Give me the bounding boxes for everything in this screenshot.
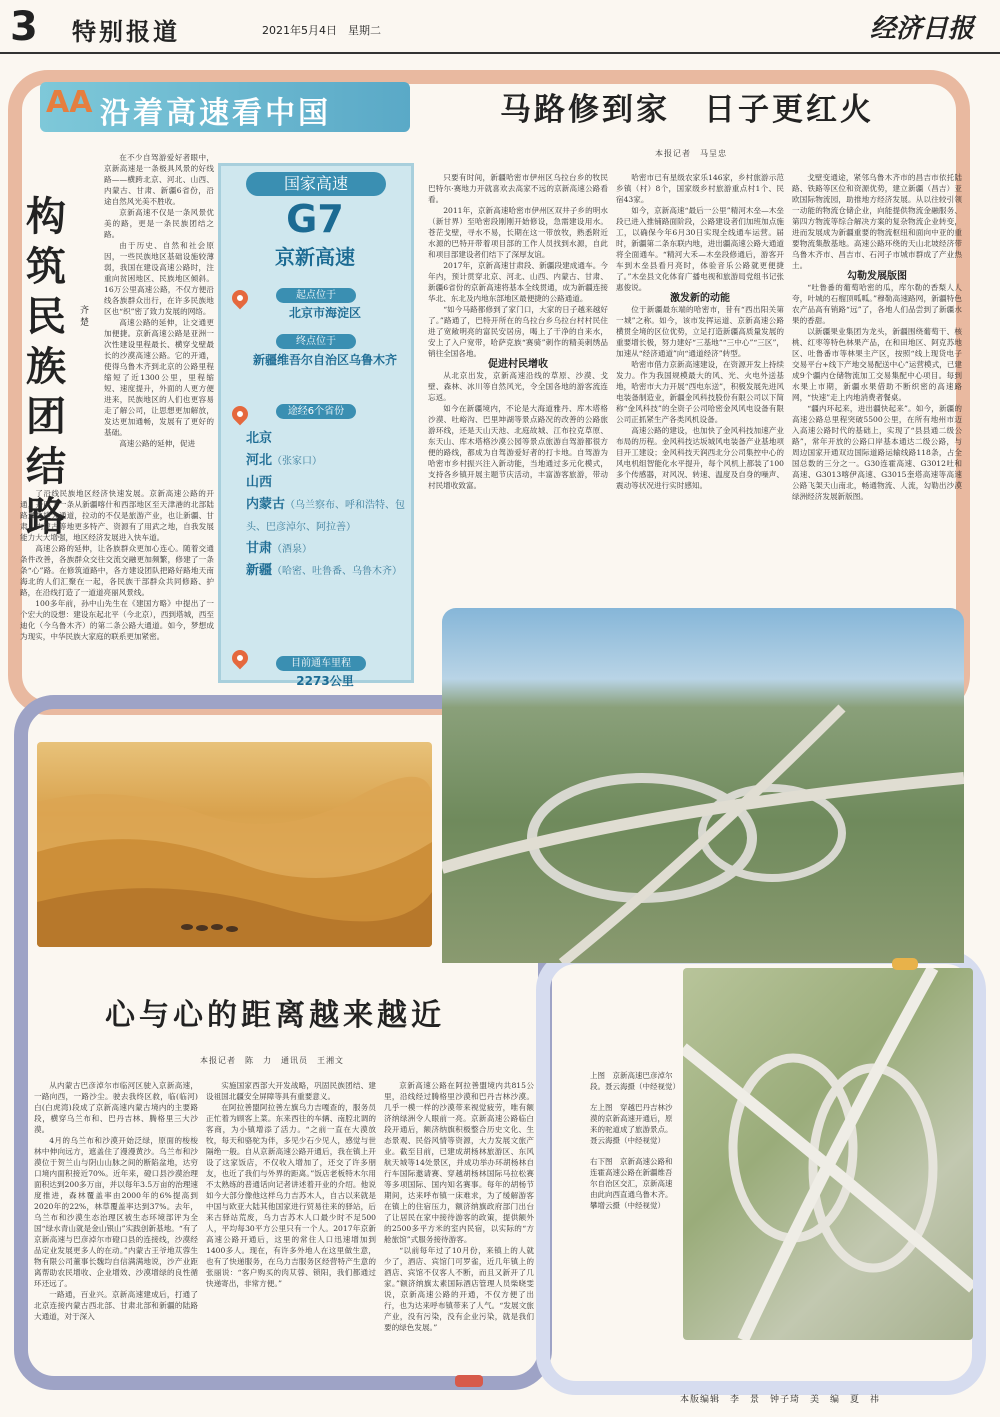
- paragraph: 以新疆果业集团为龙头，新疆围绕葡萄干、核桃、红枣等特色林果产品，在和田地区、阿克苏地区、吐鲁番市等林果主产区，按照“线上现货电子交易平台+线下产地交易配送中心”运营模式，已建成9个疆内仓储物流加工交易集配中心项目。每到水果上市期，新疆水果借助不断织密的高速路网，“快速”走上内地消费者餐桌。: [792, 327, 962, 402]
- paragraph: 京新高速公路在阿拉善盟境内共815公里，沿线经过腾格里沙漠和巴丹吉林沙漠。几乎一模一样的沙漠带来视觉疲劳，唯有额济纳绿洲令人眼前一亮。京新高速公路临白段开通后，额济纳旗积极整合历史文化、生态景观、民俗风情等资源，大力发展文旅产业。截至目前，已建成胡杨林旅游区、东风航天城等14处景区，并成功举办环胡杨林自行车国际邀请赛、穿越胡杨林国际马拉松赛等多项国际、国内知名赛事。每年的胡杨节期间，达来呼布镇一床难求，为了缓解游客在镇上的住宿压力，额济纳旗政府部门出台了让居民在家中接待游客的政策，提供额外的2500多平方米的室内民宿，以实际的“方舱旅馆”式服务接待游客。: [384, 1081, 534, 1244]
- page-number: 3: [10, 4, 38, 50]
- issue-date: 2021年5月4日 星期二: [262, 24, 381, 37]
- infobox-kind: 国家高速: [246, 172, 386, 196]
- province-item: [246, 450, 406, 472]
- paragraph: 2011年，京新高速哈密市伊州区双井子乡的明水（新甘界）至哈密段刚刚开始修设，急需建设用水。苍茫戈壁，寻水不易，长期在这一带放牧，熟悉附近水源的巴特开带着项目部的工作人员找到水源，自此和项目部建设者们结下了深厚友谊。: [428, 206, 608, 259]
- end-value: 新疆维吾尔自治区乌鲁木齐: [252, 353, 397, 367]
- paragraph: 一路通，百业兴。京新高速建成后，打通了北京连接内蒙古西北部、甘肃北部和新疆的陆路大通道，对于深入: [34, 1290, 198, 1321]
- story1-headline: 马路修到家 日子更红火: [500, 92, 874, 128]
- car-icon: [892, 958, 918, 970]
- story2-byline: 本报记者 陈 力 通讯员 王湘文: [200, 1056, 344, 1065]
- paragraph: “以前每年过了10月份，来镇上的人就少了，酒店、宾馆门可罗雀，近几年镇上的酒店、宾馆不仅客人不断，而且又新开了几家。”额济纳旗太素国际酒店管理人员柴晓雯说，京新高速公路的开通，不仅方便了出行，也为达来呼布镇带来了人气。“发展文旅产业，没有污染，没有企业污染，就是我们要的绿色发展。”: [384, 1246, 534, 1332]
- infobox-name: 京新高速: [275, 245, 355, 269]
- paragraph: 京新高速不仅是一条风景优美的路，更是一条民族团结之路。: [104, 208, 214, 239]
- story1-column-2: [616, 172, 784, 602]
- paragraph: 高速公路的延伸，让各族群众更加心连心。随着交通条件改善，各族群众交往交流交融更加频繁，修建了一条条“心”路。在修筑道路中，各方建设团队把路好路地天南海北的人们汇聚在一起，各民族干部群众共同修路、护路，在沿线打造了一道道亮丽风景线。: [20, 544, 214, 597]
- story1-column-1: [428, 172, 608, 602]
- province-item: [246, 472, 406, 494]
- highway-interchange-photo: [442, 608, 964, 963]
- subheading: 激发新的动能: [670, 293, 730, 304]
- story2-headline: 心与心的距离越来越近: [105, 998, 445, 1033]
- province-list: [246, 428, 406, 582]
- paragraph: 高速公路的延伸，让交通更加便捷。京新高速公路是亚洲一次性建设里程最长、横穿戈壁最长的沙漠高速公路。它的开通，使得乌鲁木齐到北京的公路里程缩短了近1300公里，里程缩短、速度提升，外面的人更方便进来，民族地区的人们也更容易走了解公司，让思想更加解放，发达更加通畅，发展有了更好的基础。: [104, 318, 214, 437]
- province-detail: （乌兰察布、呼和浩特、包头、巴彦淖尔、阿拉善）: [246, 500, 406, 533]
- province-name: 山西: [246, 475, 273, 490]
- province-item: [246, 560, 406, 582]
- paragraph: 只要有时间，新疆哈密市伊州区乌拉台乡的牧民巴特尔·赛地力开就喜欢去高家不远的京新高速公路看看。: [428, 173, 608, 204]
- paragraph: 如今在新疆境内，不论是大海道雅丹、库木塔格沙漠、吐峪沟、巴里坤湖等景点路况的改善的公路旅游环线，还是天山天池、北庭故城、江布拉克草原、东天山、库木塔格沙漠公园等景点旅游自驾游都很方便的路线，都成为自驾游爱好者的打卡地。自驾游为哈密市乡村振兴注入新动能，当地通过多元化模式，支持各乡镇开展主题节庆活动，丰富游客旅游，带动村民增收致富。: [428, 404, 608, 490]
- province-detail: （张家口）: [272, 456, 323, 467]
- cloverleaf-photo: [683, 968, 973, 1340]
- mileage-value: 2273公里: [296, 674, 354, 688]
- paragraph: 从内蒙古巴彦淖尔市临河区驶入京新高速，一路向西，一路沙尘。驶去我终区救，临(临河)白(白虎湾)段成了京新高速内蒙古境内的主要路段，横穿乌兰布和、巴丹吉林、腾格里三大沙漠。: [34, 1081, 198, 1134]
- page-credits: 本版编辑 李 景 钟子琦 美 编 夏 祎: [680, 1395, 881, 1405]
- paragraph: 如今，京新高速“最后一公里”精河木垒—木垒段已进入推铺路面阶段，公路建设者们加班加点施工，以确保今年6月30日实现全线通车运营。届时，新疆第二条东联内地，进出疆高速公路大通道将全面通车。“精河大禾—木垒段修通后，游客开车到木垒县看月亮时，体验音乐公路就更便捷了。”木垒县文化体育广播电视和旅游局党组书记张惠俊说。: [616, 206, 784, 292]
- start-value: 北京市海淀区: [288, 306, 361, 320]
- caption-bottom-right: 右下图 京新高速公路和连霍高速公路在新疆维吾尔自治区交汇，京新高速由此向西直通乌鲁木齐。 攀增云摄（中经视觉）: [590, 1157, 677, 1210]
- commentary-body-wide: [20, 488, 214, 696]
- masthead-logo: 经济日报: [870, 14, 975, 44]
- province-item: [246, 538, 406, 560]
- story2-column-1: [34, 1080, 198, 1380]
- paragraph: 了沿线民族地区经济快速发展。京新高速公路的开通，开辟了一条从新疆喀什和西部地区至天津港的北部陆路最快捷大通道，拉动的不仅是旅游产业，也让新疆、甘肃、内蒙古等地更多特产、资源有了用武之地，自我发展能力大大增强，地区经济发展进入快车道。: [20, 489, 214, 542]
- paragraph: 从北京出发，京新高速沿线的草原、沙漠、戈壁、森林、冰川等自然风光，令全国各地的游客流连忘返。: [428, 371, 608, 402]
- provinces-label: 途经6个省份: [276, 404, 356, 419]
- paragraph: 位于新疆最东端的哈密市，昔有“西出阳关第一城”之称。如今，该市发挥运道、京新高速公路横贯全境的区位优势，立足打造新疆高质量发展的重要增长极，努力建好“三基地”“三中心”“三区”，加速从“经济通道”向“通道经济”转型。: [616, 305, 784, 358]
- paragraph: 由于历史、自然和社会原因，一些民族地区基础设施较薄弱，我国在建设高速公路时，注重向贫困地区、民族地区倾斜。16万公里高速公路，不仅方便沿线各族群众出行，在许多民族地区也“织”密了致力发展的网络。: [104, 241, 214, 316]
- story2-column-3: [384, 1080, 534, 1380]
- province-detail: （酒泉）: [272, 544, 313, 555]
- subheading: 勾勒发展版图: [847, 271, 907, 282]
- caption-top: 上图 京新高速巴彦淖尔段。聂云海摄（中经视觉）: [590, 1071, 680, 1091]
- paragraph: “吐鲁番的葡萄哈密的瓜，库尔勒的香梨人人夸，叶城的石榴顶呱呱。”穆勒高速路网，新疆特色农产品高有销路“远”了，各地人们品尝到了新疆水果的香甜。: [792, 283, 962, 325]
- paragraph: 2017年，京新高速甘肃段、新疆段建成通车。今年内，预计贯穿北京、河北、山西、内蒙古、甘肃、新疆6省份的京新高速将基本全线贯通，成为新疆连接华北、东北及内地东部地区最便捷的公路通道。: [428, 261, 608, 303]
- paragraph: 4月的乌兰布和沙漠开始泛绿，原面的梭梭林中伸向远方，遮盖住了漫漫黄沙。乌兰布和沙漠位于贺兰山与阴山山脉之间的断陷盆地，达穷口境内面积接近70%。近年来，磴口县沙漠治理面积达到200多万亩，并以每年3.5万亩的治理速度推进，森林覆盖率由2000年的6%提高到2020年的22%，林草覆盖率达到37%。去年，乌兰布和沙漠生态治理区被生态环境部评为全国“绿水青山就是金山银山”实践创新基地。“有了京新高速与巴彦淖尔市磴口县的连接线，沙漠经品定业发展更多人的在动。”内蒙古王爷地苁蓉生物有限公司董事长魏均自信满满地说，沙产业距离帮助农民增收、企业增效、沙漠增绿的良性循环还远了。: [34, 1136, 198, 1288]
- province-item: [246, 494, 406, 538]
- story2-column-2: [206, 1080, 376, 1380]
- commentary-title: 构筑民族团结路: [26, 194, 66, 540]
- paragraph: 哈密市借力京新高速建设，在资源开发上持续发力。作为我国规模最大的风、光、火电外送基地，哈密市大力开展“西电东送”，积极发展先进风电装备制造业，新疆金风科技股份有限公司以下简称“金风科技”的全资子公司哈密金风风电设备有限公司正抓紧生产各类风机设备。: [616, 360, 784, 424]
- paragraph: 100多年前，孙中山先生在《建国方略》中提出了一个宏大的设想：建设东起北平（今北京），西到塔城，西至迪化（今乌鲁木齐）的第二条公路大通道。如今，梦想成为现实，中华民族大家庭的联系更加紧密。: [20, 599, 214, 641]
- paragraph: 戈壁变通途，紧邻乌鲁木齐市的昌吉市依托陆路、铁路等区位和资源优势，建立新疆（昌吉）亚欧国际物流园，助推地方经济发展。从以往较引领一动能的物流仓储企业，向能提供物流金融服务、第四方物流等综合解决方案的复杂物流企业转变，进而发展成为新疆重要的物流枢纽和面向中亚的重要物流集散基地。高速公路环绕的天山北坡经济带乌鲁木齐市、昌吉市、石河子市城市群成了产业热土。: [792, 173, 962, 270]
- province-name: 甘肃: [246, 541, 273, 556]
- caption-top-left: 左上图 穿越巴丹吉林沙漠的京新高速开通后，原来的驼道成了旅游景点。聂云海摄（中经视觉）: [590, 1103, 673, 1145]
- paragraph: 高速公路的建设，也加快了金风科技加速产业布局的历程。金风科技达坂城风电装备产业基地项目开工建设；金风科技天润西北分公司集控中心的风电机组智能化水平提升，每个风机上都装了100多个传感器，对风况、转速、温度及自身的噪声、震动等状况进行实时感知。: [616, 426, 784, 490]
- province-name: 北京: [246, 431, 273, 446]
- paragraph: 高速公路的延伸，促进: [119, 439, 196, 448]
- column-mark: AA: [46, 85, 93, 120]
- start-label: 起点位于: [276, 288, 356, 303]
- paragraph: 在阿拉善盟阿拉善左旗乌力吉嘎查的，服务员正忙着为顾客上菜。东来西往的车辆、南腔北调的客商，为小镇增添了活力。“之前一直在大漠放牧，每天和骆驼为伴，多见少石少见人，感觉与世隔绝一般。自从京新高速公路开通后，我在镇上开设了这家饭店，不仅收入增加了，还交了许多朋友，也近了我们与外界的距离。”饭店老板特木尔用不太熟练的普通话向记者讲述着开业的介绍。他说如今大部分像他这样乌力吉苏木人，自古以来就是中国与欧亚大陆其他国家进行贸易往来的驿站，后来古驿站荒废，乌力吉苏木人口最少时不足500人，平均每30平方公里只有一个人。2017年京新高速公路开通后，这里的常住人口迅速增加到1400多人。现在，有许多外地人在这里做生意，也有了快递服务，在乌力吉服务区经营特产生意的张丽说：“客户购买的肉苁蓉、锁阳，我们都通过快递寄出，非常方便。”: [206, 1103, 376, 1288]
- bus-icon: [455, 1375, 483, 1387]
- paragraph: 哈密市已有星级农家乐146家，乡村旅游示范乡镇（村）8个，国家级乡村旅游重点村1个、民宿43家。: [616, 173, 784, 204]
- paragraph: 实施国家西部大开发战略，巩固民族团结、建设祖国北疆安全屏障等具有重要意义。: [206, 1081, 376, 1101]
- story1-byline: 本报记者 马呈忠: [655, 149, 727, 158]
- photo-captions: [590, 1070, 678, 1221]
- province-item: [246, 428, 406, 450]
- province-name: 河北: [246, 453, 273, 468]
- subheading: 促进村民增收: [488, 359, 548, 370]
- commentary-author: 齐 楚: [80, 306, 90, 328]
- end-label: 终点位于: [276, 334, 356, 349]
- section-name: 特别报道: [72, 18, 180, 46]
- mileage-label: 目前通车里程: [276, 656, 366, 671]
- province-name: 新疆: [246, 563, 273, 578]
- story1-column-3: [792, 172, 962, 602]
- province-name: 内蒙古: [246, 497, 286, 512]
- paragraph: 在不少自驾游爱好者眼中，京新高速是一条极具风景的好线路——横跨北京、河北、山西、内蒙古、甘肃、新疆6省份，沿途自然风光美不胜收。: [104, 153, 214, 206]
- province-detail: （哈密、吐鲁番、乌鲁木齐）: [272, 566, 403, 577]
- infobox-code: G7: [286, 197, 344, 241]
- paragraph: “疆内环起来，进出疆快起来”。如今，新疆的高速公路总里程突破5500公里，在所有地州市迈入高速公路时代的基础上，实现了“县县通二级公路”，常年开放的公路口岸基本通达二级公路，与周边国家开通双边国际道路运输线路118条，占全国总数的三分之一。G30连霍高速、G3012吐和高速、G3013喀伊高速、G3015奎塔高速等高速公路飞架天山南北，畅通物流、人流，勾勒出沙漠绿洲经济发展新版图。: [792, 404, 962, 501]
- paragraph: “如今马路都修到了家门口，大家的日子越来越好了。”路通了，巴特开所在的乌拉台乡乌拉台村村民住进了宽敞明亮的富民安居房，喝上了干净的自来水，安上了入户宽带，哈萨克族“赛骑”刺作的精美刺绣品销往全国各地。: [428, 305, 608, 358]
- column-title: 沿着高速看中国: [100, 96, 331, 131]
- desert-camel-photo: [37, 742, 432, 947]
- commentary-body-narrow: [104, 152, 214, 488]
